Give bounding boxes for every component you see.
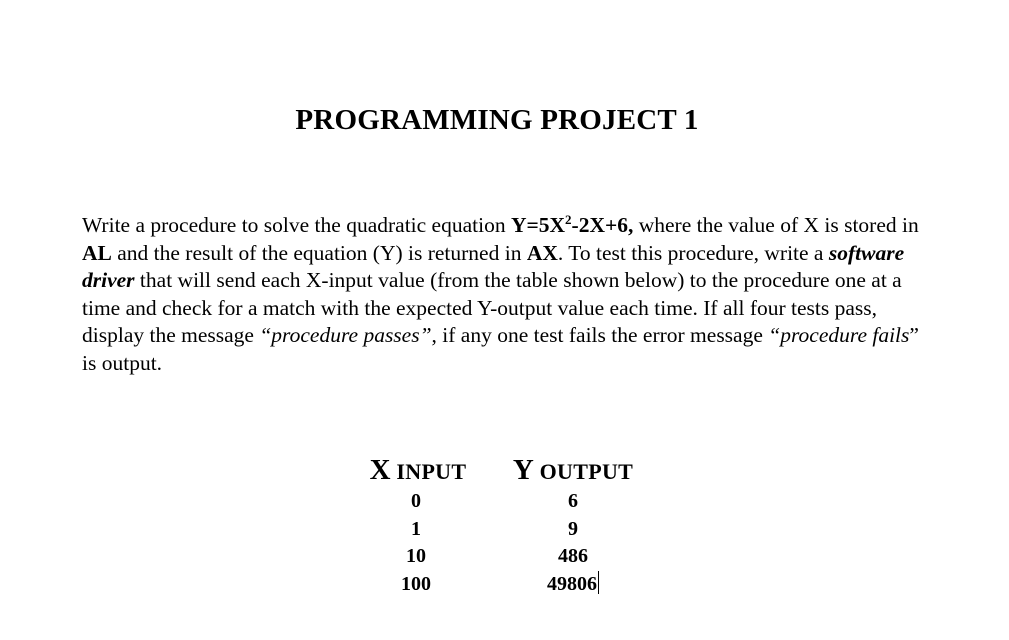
text-cursor xyxy=(598,571,599,594)
equation-exponent: 2 xyxy=(565,212,572,227)
x-input-cell: 10 xyxy=(406,545,426,567)
test-values-table xyxy=(348,452,658,598)
y-output-cell xyxy=(488,571,658,599)
table-row xyxy=(348,516,658,544)
text-run: and the result of the equation (Y) is returned in xyxy=(111,240,527,265)
text-run: Write a procedure to solve the quadratic equation xyxy=(82,213,511,237)
x-input-cell: 100 xyxy=(401,572,431,595)
table-row xyxy=(348,543,658,571)
text-run: that will send each X-input value (from the table shown below) to the procedure one at a time and check for a match with the expected Y-output value each time. If all four tests pass, display the message xyxy=(82,268,902,348)
page-title: PROGRAMMING PROJECT 1 xyxy=(295,104,699,136)
y-output-value: 49806 xyxy=(547,572,597,595)
text-run: . To test this procedure, write a xyxy=(557,240,829,265)
software-driver-term: software driver xyxy=(82,240,905,293)
table-row xyxy=(348,488,658,516)
instructions-paragraph xyxy=(82,212,922,378)
x-input-cell: 1 xyxy=(411,517,421,540)
y-output-cell: 486 xyxy=(558,545,588,567)
register-ax: AX xyxy=(526,240,558,265)
text-run: ” is output. xyxy=(82,323,919,375)
y-output-cell: 9 xyxy=(568,517,578,540)
table-header-row xyxy=(348,452,658,488)
x-input-header: X INPUT xyxy=(369,453,467,486)
y-output-cell: 6 xyxy=(568,490,578,512)
text-run: where the value of X is stored in xyxy=(633,213,919,237)
text-run: , if any one test fails the error message xyxy=(431,323,769,348)
message-fail: “procedure fails xyxy=(768,323,910,348)
x-input-cell: 0 xyxy=(411,490,421,512)
equation: $Y=5X^2-2X+6$, xyxy=(510,212,634,237)
table-row xyxy=(348,571,658,599)
message-pass: “procedure passes” xyxy=(259,323,432,348)
y-output-header: Y OUTPUT xyxy=(512,453,634,486)
register-al: AL xyxy=(82,240,112,265)
